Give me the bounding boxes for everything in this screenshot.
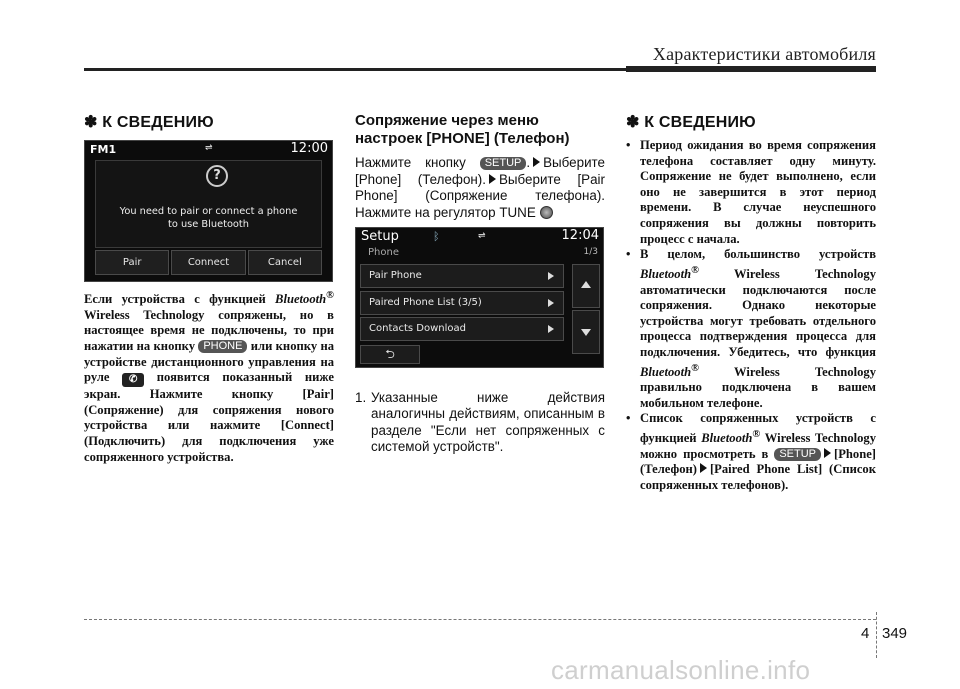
dialog-message-line2: to use Bluetooth [168,219,249,230]
registered-mark: ® [326,290,334,301]
left-paragraph [84,288,334,465]
bullet-dot: • [626,411,631,426]
chapter-number: 4 [861,625,870,642]
menu-item-label: Contacts Download [369,323,467,334]
para-text: Нажмите кнопку [355,155,480,170]
section-heading: Сопряжение через меню настроек [PHONE] (Телефон) [355,112,570,147]
menu-item-paired-list[interactable] [360,291,564,315]
bluetooth-brand: Bluetooth [640,266,692,281]
para-text: Список сопряженных устройств с функцией [640,411,876,446]
bullet-item [626,411,876,493]
bullet-text: Период ожидания во время сопряжения телефона составляет одну минуту. Сопряжение не будет выполнено, если оно не завершится в этот период времени. В случае неуспешного сопряжения вы должны повторить процесс с начала. [640,138,876,246]
para-text: [Phone] (Телефон) [640,446,876,477]
note-bullets [626,138,876,494]
para-text: Если устройства с функцией [84,292,266,307]
para-text: Wireless Technology правильно подключена в вашем мобильном телефоне. [640,364,876,410]
screen-status-bar [356,228,603,246]
arrow-right-icon [824,448,831,458]
note-heading-text: К СВЕДЕНИЮ [102,114,214,131]
screen-status-bar [85,141,332,157]
scroll-up-button[interactable] [572,264,600,308]
pairing-prompt-screen [84,140,333,282]
tune-knob-icon [540,206,553,219]
bullet-item [626,247,876,411]
clock-label: 12:04 [561,228,599,243]
para-text: . [526,155,531,170]
chevron-right-icon [548,325,554,333]
note-asterisk-icon: ✽ [626,114,640,131]
usb-icon: ⇌ [205,143,213,153]
note-heading-left [84,112,334,132]
menu-item-label: Pair Phone [369,270,422,281]
arrow-down-icon [581,329,591,336]
page-indicator: 1/3 [583,247,598,257]
cancel-button[interactable]: Cancel [248,250,322,275]
usb-icon: ⇌ [478,231,486,241]
arrow-right-icon [489,174,496,184]
arrow-right-icon [533,157,540,167]
question-icon: ? [206,165,228,187]
dialog-buttons [95,250,322,275]
registered-mark: ® [691,362,699,374]
column-middle [355,112,605,455]
bluetooth-icon: ᛒ [433,230,440,243]
chevron-right-icon [548,299,554,307]
phone-badge: PHONE [198,340,247,353]
bullet-dot: • [626,247,631,262]
note-asterisk-icon: ✽ [84,114,98,131]
para-text: [Paired Phone List] (Список сопряженных телефонов). [640,462,876,493]
para-text: Wireless Technology автоматически подключаются после сопряжения. Однако некоторые устройства могут требовать отдельного процесса подтверждения процесса для подключения. Убедитесь, что функция [640,266,876,359]
dialog-message [96,205,321,231]
arrow-right-icon [700,463,707,473]
instruction-paragraph [355,155,605,221]
clock-label: 12:00 [290,141,328,156]
registered-mark: ® [691,264,699,276]
bluetooth-brand: Bluetooth [701,431,753,446]
step-text: Указанные ниже действия аналогичны действиям, описанным в разделе "Если нет сопряженных с системой устройств". [371,390,605,454]
chevron-right-icon [548,272,554,280]
setup-phone-screen [355,227,604,368]
page-header-title: Характеристики автомобиля [652,44,876,64]
para-text: появится показанный ниже экран. Нажмите кнопку [Pair] (Сопряжение) для сопряжения нового устройства или нажмите [Connect] (Подключить) для подключения уже сопряженного устройства. [84,370,334,464]
para-text: Выберите [Phone] (Телефон). [355,155,605,187]
column-left [84,112,334,465]
connect-button[interactable]: Connect [171,250,245,275]
bullet-text [640,411,876,493]
note-heading-right [626,112,876,132]
note-heading-text: К СВЕДЕНИЮ [644,114,756,131]
numbered-step [355,390,605,455]
pair-button[interactable]: Pair [95,250,169,275]
para-text: Выберите [Pair Phone] (Сопряжение телефона). Нажмите на регулятор TUNE [355,171,605,220]
bluetooth-brand: Bluetooth [275,292,327,307]
bullet-dot: • [626,138,631,152]
dialog-panel [95,160,322,248]
steering-phone-key-icon: ✆ [122,373,144,387]
scroll-down-button[interactable] [572,310,600,354]
setup-badge: SETUP [480,157,527,170]
menu-item-contacts-download[interactable] [360,317,564,341]
submenu-label: Phone [368,247,399,258]
step-number: 1. [355,390,367,405]
watermark: carmanualsonline.info [551,655,811,685]
para-text: Wireless Technology сопряжены, но в настоящее время не подключены, то при нажатии на кнопку [84,307,334,353]
back-button[interactable]: ⮌ [360,345,420,364]
bullet-text [640,247,876,411]
menu-item-pair-phone[interactable] [360,264,564,288]
arrow-up-icon [581,281,591,288]
bluetooth-brand: Bluetooth [640,364,692,379]
footer-rule [84,619,876,620]
header-rule-accent [626,66,876,72]
dialog-message-line1: You need to pair or connect a phone [119,206,298,217]
para-text: В целом, большинство устройств [640,247,876,262]
screen-title: Setup [361,229,399,244]
para-text: Wireless Technology можно просмотреть в [640,431,877,461]
footer-divider [876,612,877,658]
setup-badge: SETUP [774,448,821,461]
column-right [626,112,876,494]
screen-subtitle [368,247,598,261]
bullet-item [626,138,876,247]
para-text: или кнопку на устройстве дистанционного управления на руле [84,338,334,385]
menu-item-label: Paired Phone List (3/5) [369,297,482,308]
radio-station-label: FM1 [90,143,117,156]
page-number: 349 [882,625,908,642]
registered-mark: ® [752,429,761,441]
